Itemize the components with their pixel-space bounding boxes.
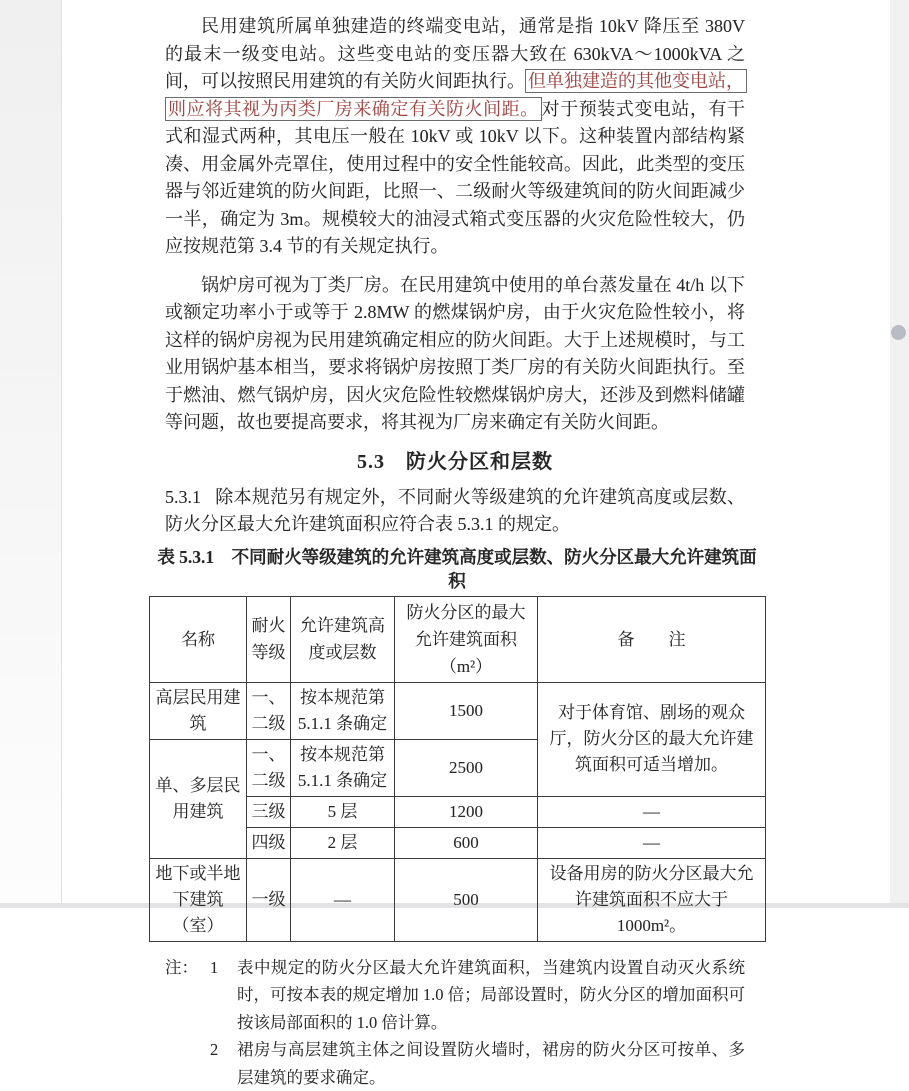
note-text: 表中规定的防火分区最大允许建筑面积，当建筑内设置自动灭火系统时，可按本表的规定增加 1.0 倍；局部设置时，防火分区的增加面积可按该局部面积的 1.0 倍计算。 (237, 954, 745, 1037)
table-caption: 表 5.3.1 不同耐火等级建筑的允许建筑高度或层数、防火分区最大允许建筑面积 (149, 545, 765, 593)
note-indent-spacer (165, 1036, 210, 1091)
cell-name-highrise: 高层民用建筑 (150, 682, 247, 739)
cell-height-dash: — (291, 858, 395, 941)
cell-area: 600 (395, 827, 538, 858)
header-cell-remark: 备 注 (538, 596, 766, 682)
table-row (150, 682, 766, 739)
body-paragraph-substation (165, 13, 745, 261)
section-title: 防火分区和层数 (406, 451, 553, 473)
cell-area: 500 (395, 858, 538, 941)
cell-grade: 一、二级 (247, 682, 291, 739)
note-item-2 (165, 1036, 745, 1091)
cell-grade: 一、二级 (247, 739, 291, 796)
header-cell-grade: 耐火等级 (247, 596, 291, 682)
paragraph-text-pre-highlight: 民用建筑所属单独建造的终端变电站，通常是指 10kV 降压至 380V 的最末一级变电站。这些变电站的变压器大致在 630kVA～1000kVA 之间，可以按照民用建筑的有关防火间距执行。 (165, 16, 745, 91)
clause-text: 除本规范另有规定外，不同耐火等级建筑的允许建筑高度或层数、防火分区最大允许建筑面积应符合表 5.3.1 的规定。 (165, 487, 745, 535)
cell-name-multistorey: 单、多层民用建筑 (150, 739, 247, 858)
cell-remark-equipment: 设备用房的防火分区最大允许建筑面积不应大于 1000m²。 (538, 858, 766, 941)
clause-5-3-1 (165, 484, 745, 539)
table-notes (165, 954, 745, 1091)
section-number: 5.3 (357, 451, 385, 473)
header-cell-name: 名称 (150, 596, 247, 682)
page-content (165, 0, 745, 1091)
cell-grade: 一级 (247, 858, 291, 941)
document-page (63, 0, 890, 903)
body-paragraph-boiler-room: 锅炉房可视为丁类厂房。在民用建筑中使用的单台蒸发量在 4t/h 以下或额定功率小于或等于 2.8MW 的燃煤锅炉房，由于火灾危险性较小，将这样的锅炉房视为民用建筑确定相应的防火间距。大于上述规模时，与工业用锅炉基本相当，要求将锅炉房按照丁类厂房的有关防火间距执行。至于燃油、燃气锅炉房，因火灾危险性较燃煤锅炉房大，还涉及到燃料储罐等问题，故也要提高要求，将其视为厂房来确定有关防火间距。 (165, 272, 745, 437)
cell-grade: 三级 (247, 796, 291, 827)
cell-area: 2500 (395, 739, 538, 796)
note-item-1 (165, 954, 745, 1037)
header-cell-height: 允许建筑高度或层数 (291, 596, 395, 682)
cell-remark-dash: — (538, 827, 766, 858)
cell-area: 1500 (395, 682, 538, 739)
scroll-indicator-dot[interactable] (891, 325, 906, 340)
clause-number: 5.3.1 (165, 487, 201, 507)
note-number: 1 (210, 954, 237, 1037)
right-scroll-gutter (890, 0, 909, 903)
cell-remark-merged: 对于体育馆、剧场的观众厅，防火分区的最大允许建筑面积可适当增加。 (538, 682, 766, 796)
table-row (150, 858, 766, 941)
header-cell-area: 防火分区的最大允许建筑面积（m²） (395, 596, 538, 682)
section-heading (165, 447, 745, 477)
cell-area: 1200 (395, 796, 538, 827)
red-highlight-box: 但单独建造的其他变电站，则应将其视为丙类厂房来确定有关防火间距。 (165, 69, 747, 121)
table-header-row (150, 596, 766, 682)
cell-height: 按本规范第 5.1.1 条确定 (291, 682, 395, 739)
left-page-gutter (0, 0, 62, 903)
cell-height: 2 层 (291, 827, 395, 858)
paragraph-text-post-highlight: 对于预装式变电站，有干式和湿式两种，其电压一般在 10kV 或 10kV 以下。这种装置内部结构紧凑、用金属外壳罩住，使用过程中的安全性能较高。因此，此类型的变压器与邻近建筑的防火间距，比照一、二级耐火等级建筑间的防火间距减少一半，确定为 3m。规模较大的油浸式箱式变压器的火灾危险性较大，仍应按规范第 3.4 节的有关规定执行。 (165, 99, 745, 257)
note-text: 裙房与高层建筑主体之间设置防火墙时，裙房的防火分区可按单、多层建筑的要求确定。 (237, 1036, 745, 1091)
cell-name-underground: 地下或半地下建筑（室） (150, 858, 247, 941)
cell-height: 按本规范第 5.1.1 条确定 (291, 739, 395, 796)
note-number: 2 (210, 1036, 237, 1091)
notes-label: 注： (165, 954, 210, 1037)
cell-remark-dash: — (538, 796, 766, 827)
cell-grade: 四级 (247, 827, 291, 858)
cell-height: 5 层 (291, 796, 395, 827)
table-5-3-1 (149, 596, 766, 942)
